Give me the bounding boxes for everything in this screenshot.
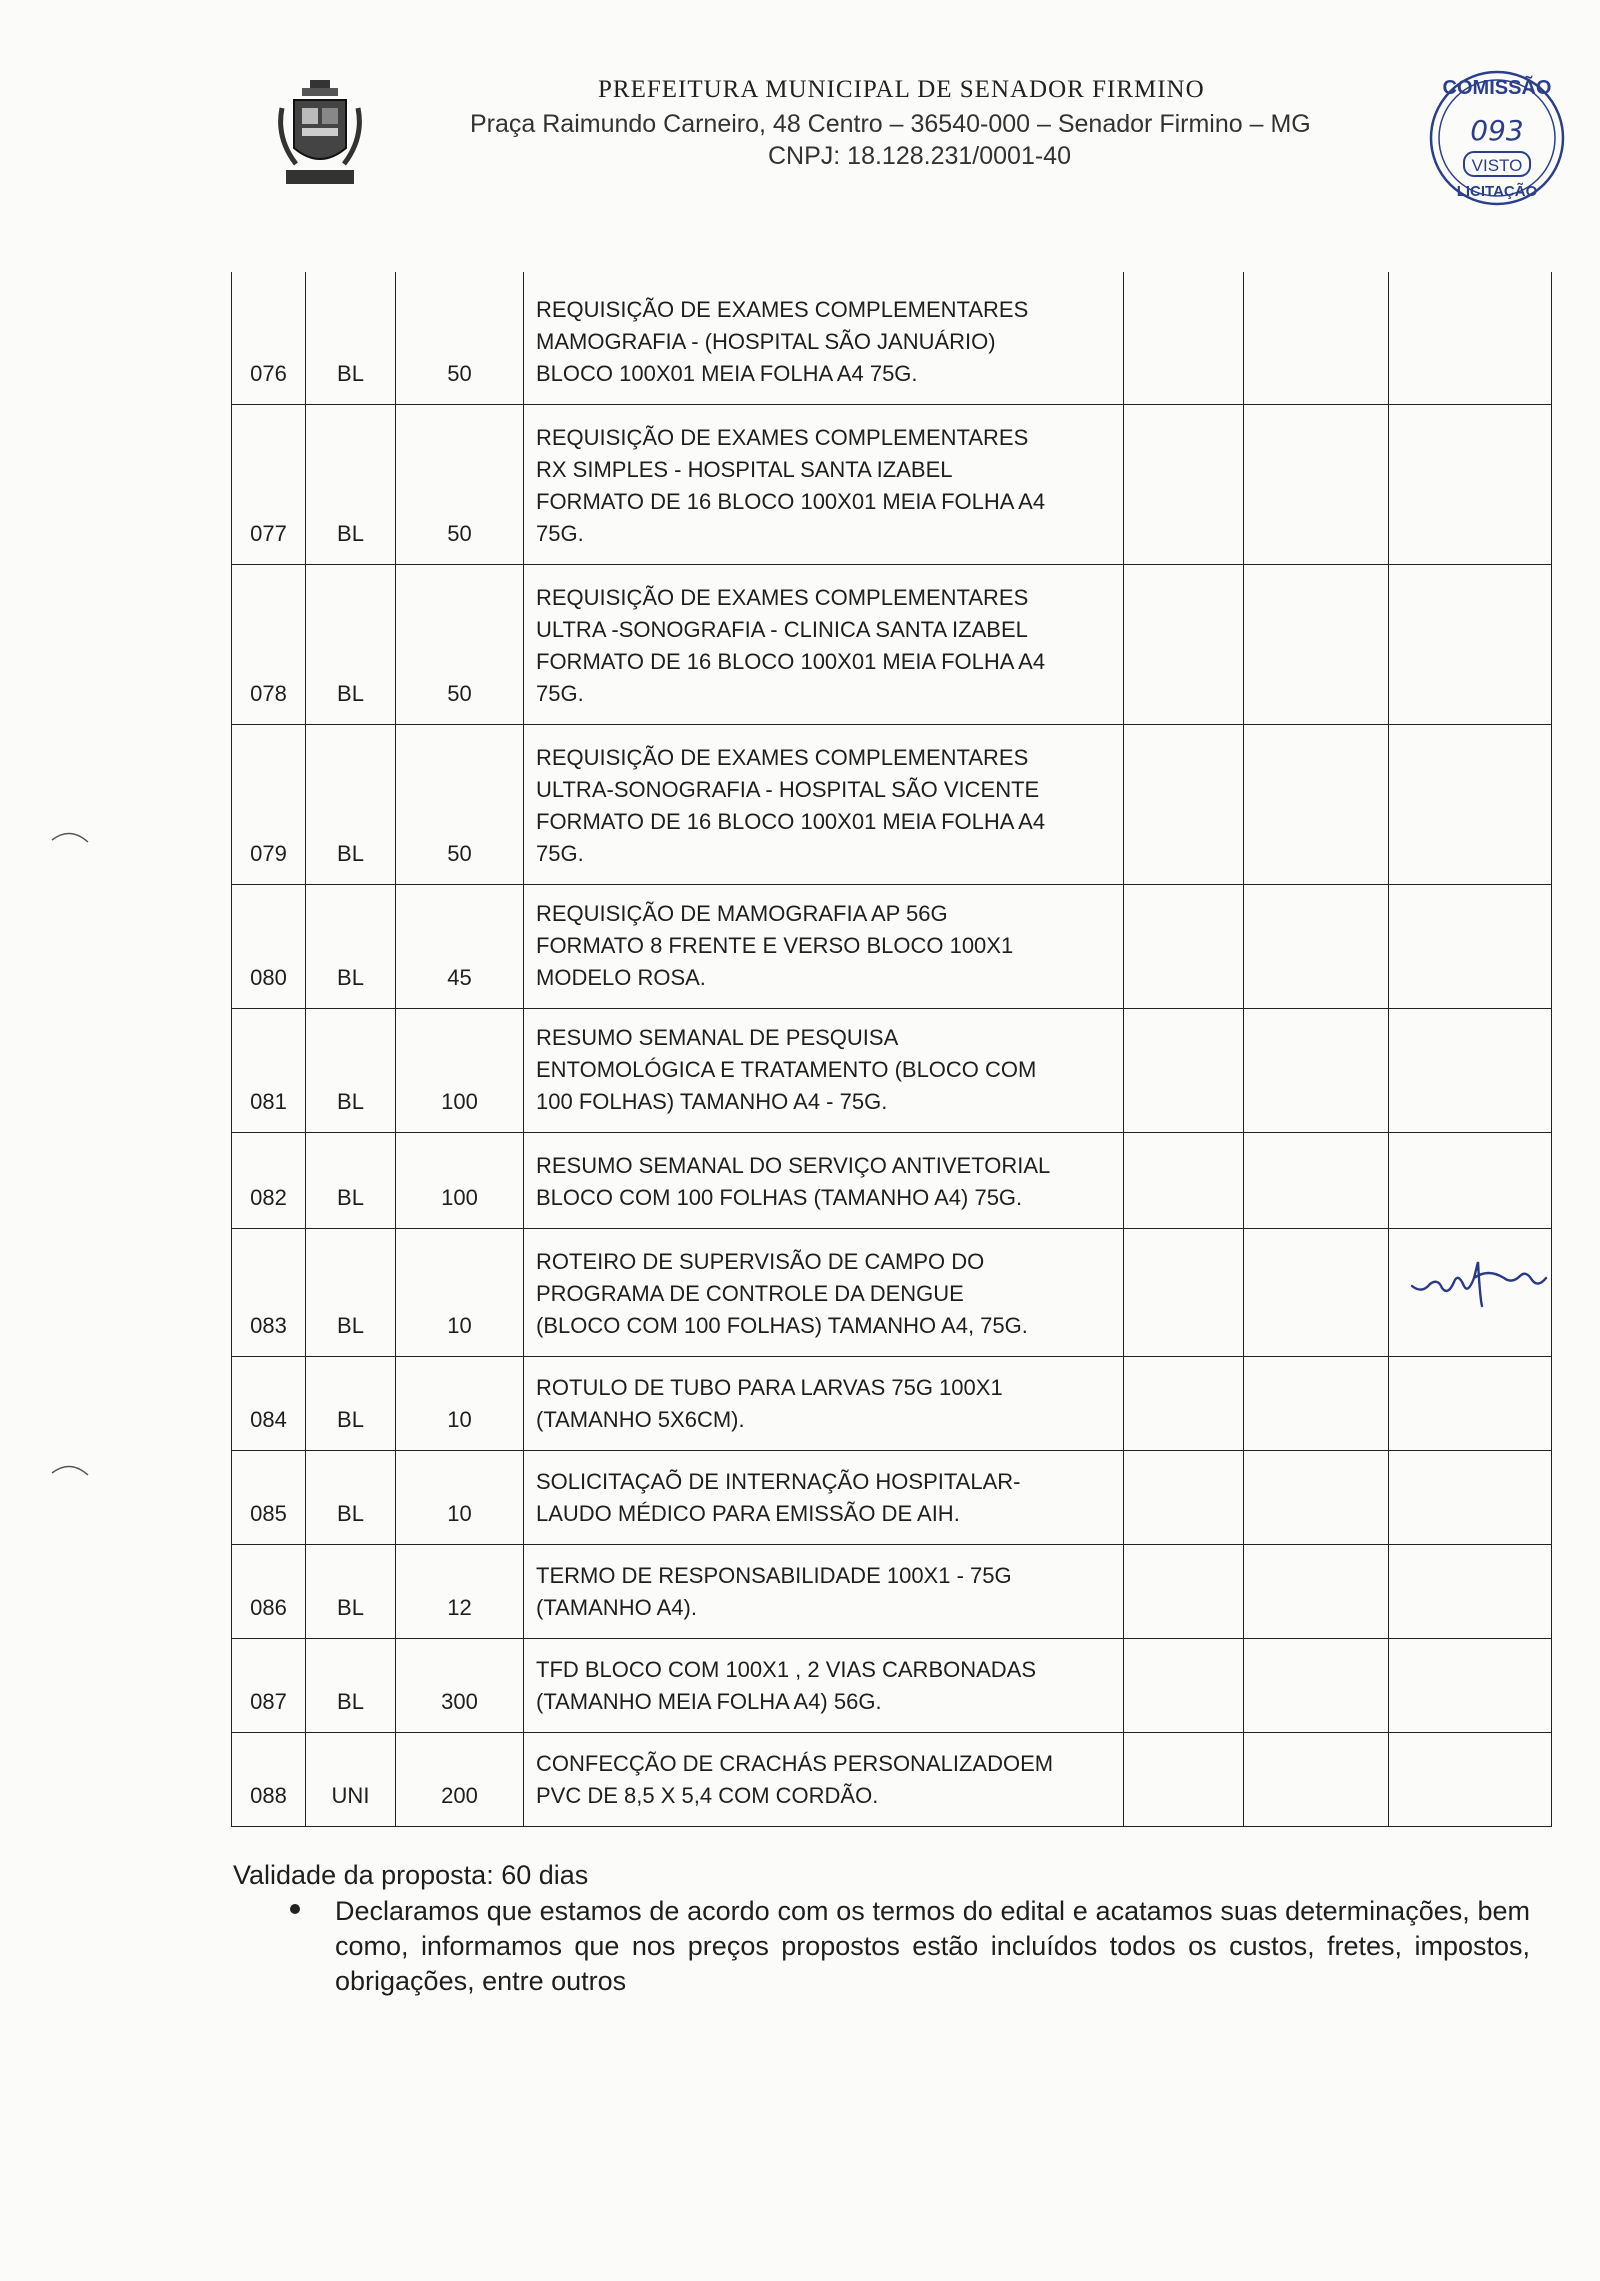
item-number-cell: 085 <box>232 1450 306 1544</box>
empty-price-cell <box>1244 404 1389 564</box>
description-line: (TAMANHO MEIA FOLHA A4) 56G. <box>536 1688 882 1714</box>
description-cell <box>524 272 1124 404</box>
municipality-address: Praça Raimundo Carneiro, 48 Centro – 36540-000 – Senador Firmino – MG <box>470 110 1311 138</box>
empty-price-cell <box>1124 1732 1244 1826</box>
description-cell <box>524 724 1124 884</box>
description-line: FORMATO 8 FRENTE E VERSO BLOCO 100X1 <box>536 932 1014 958</box>
unit-cell: BL <box>306 1544 396 1638</box>
table-row <box>232 1732 1552 1826</box>
table-row <box>232 404 1552 564</box>
empty-price-cell <box>1389 1132 1552 1228</box>
unit-cell: BL <box>306 272 396 404</box>
empty-price-cell <box>1244 1008 1389 1132</box>
table-row <box>232 1450 1552 1544</box>
description-line: TERMO DE RESPONSABILIDADE 100X1 - 75G <box>536 1562 1012 1588</box>
description-line: FORMATO DE 16 BLOCO 100X01 MEIA FOLHA A4 <box>536 648 1046 674</box>
quantity-cell: 10 <box>396 1228 524 1356</box>
empty-price-cell <box>1244 564 1389 724</box>
empty-price-cell <box>1244 1638 1389 1732</box>
item-number-cell: 077 <box>232 404 306 564</box>
description-line: REQUISIÇÃO DE EXAMES COMPLEMENTARES <box>536 744 1029 770</box>
unit-cell: BL <box>306 1008 396 1132</box>
municipal-coat-of-arms-icon <box>272 78 368 198</box>
empty-price-cell <box>1244 272 1389 404</box>
unit-cell: BL <box>306 1228 396 1356</box>
unit-cell: BL <box>306 1638 396 1732</box>
item-number-cell: 081 <box>232 1008 306 1132</box>
empty-price-cell <box>1124 1544 1244 1638</box>
stamp-bottom-text: LICITAÇÃO <box>1456 183 1538 200</box>
empty-price-cell <box>1389 1732 1552 1826</box>
margin-mark <box>50 826 92 846</box>
description-line: RX SIMPLES - HOSPITAL SANTA IZABEL <box>536 456 953 482</box>
description-cell <box>524 1132 1124 1228</box>
empty-price-cell <box>1124 1356 1244 1450</box>
item-number-cell: 084 <box>232 1356 306 1450</box>
unit-cell: BL <box>306 724 396 884</box>
empty-price-cell <box>1244 1732 1389 1826</box>
empty-price-cell <box>1124 1638 1244 1732</box>
table-row <box>232 724 1552 884</box>
empty-price-cell <box>1389 1008 1552 1132</box>
table-row <box>232 884 1552 1008</box>
table-row <box>232 564 1552 724</box>
empty-price-cell <box>1124 884 1244 1008</box>
description-line: RESUMO SEMANAL DO SERVIÇO ANTIVETORIAL <box>536 1152 1051 1178</box>
empty-price-cell <box>1389 404 1552 564</box>
description-line: PVC DE 8,5 X 5,4 COM CORDÃO. <box>536 1782 879 1808</box>
quantity-cell: 300 <box>396 1638 524 1732</box>
description-line: BLOCO COM 100 FOLHAS (TAMANHO A4) 75G. <box>536 1184 1023 1210</box>
description-cell <box>524 564 1124 724</box>
description-cell <box>524 1638 1124 1732</box>
quantity-cell: 50 <box>396 724 524 884</box>
empty-price-cell <box>1124 272 1244 404</box>
description-line: MODELO ROSA. <box>536 964 706 990</box>
empty-price-cell <box>1389 1544 1552 1638</box>
description-cell <box>524 1228 1124 1356</box>
empty-price-cell <box>1244 884 1389 1008</box>
empty-price-cell <box>1244 1544 1389 1638</box>
quantity-cell: 100 <box>396 1008 524 1132</box>
empty-price-cell <box>1389 724 1552 884</box>
empty-price-cell <box>1124 1132 1244 1228</box>
description-cell <box>524 1732 1124 1826</box>
unit-cell: BL <box>306 404 396 564</box>
description-line: REQUISIÇÃO DE EXAMES COMPLEMENTARES <box>536 424 1029 450</box>
proposal-validity: Validade da proposta: 60 dias <box>233 1860 589 1890</box>
item-number-cell: 087 <box>232 1638 306 1732</box>
table-row <box>232 1638 1552 1732</box>
table-row <box>232 1132 1552 1228</box>
description-line: TFD BLOCO COM 100X1 , 2 VIAS CARBONADAS <box>536 1656 1037 1682</box>
empty-price-cell <box>1389 564 1552 724</box>
empty-price-cell <box>1124 564 1244 724</box>
item-number-cell: 079 <box>232 724 306 884</box>
unit-cell: UNI <box>306 1732 396 1826</box>
empty-price-cell <box>1244 1450 1389 1544</box>
description-line: SOLICITAÇAÕ DE INTERNAÇÃO HOSPITALAR- <box>536 1468 1021 1494</box>
description-line: 75G. <box>536 680 584 706</box>
quantity-cell: 50 <box>396 404 524 564</box>
commission-stamp <box>1424 58 1570 218</box>
handwritten-signature <box>1408 1248 1548 1308</box>
description-line: FORMATO DE 16 BLOCO 100X01 MEIA FOLHA A4 <box>536 808 1046 834</box>
item-number-cell: 080 <box>232 884 306 1008</box>
description-cell <box>524 1008 1124 1132</box>
item-number-cell: 076 <box>232 272 306 404</box>
description-line: 75G. <box>536 840 584 866</box>
quantity-cell: 12 <box>396 1544 524 1638</box>
empty-price-cell <box>1124 1450 1244 1544</box>
empty-price-cell <box>1244 724 1389 884</box>
description-line: ULTRA -SONOGRAFIA - CLINICA SANTA IZABEL <box>536 616 1028 642</box>
empty-price-cell <box>1124 404 1244 564</box>
table-row <box>232 1228 1552 1356</box>
quantity-cell: 50 <box>396 564 524 724</box>
unit-cell: BL <box>306 564 396 724</box>
item-number-cell: 088 <box>232 1732 306 1826</box>
item-number-cell: 086 <box>232 1544 306 1638</box>
description-cell <box>524 884 1124 1008</box>
quantity-cell: 10 <box>396 1356 524 1450</box>
description-line: RESUMO SEMANAL DE PESQUISA <box>536 1024 899 1050</box>
description-cell <box>524 1356 1124 1450</box>
empty-price-cell <box>1244 1228 1389 1356</box>
table-row <box>232 1544 1552 1638</box>
table-row <box>232 272 1552 404</box>
description-line: PROGRAMA DE CONTROLE DA DENGUE <box>536 1280 964 1306</box>
municipality-title: PREFEITURA MUNICIPAL DE SENADOR FIRMINO <box>598 76 1205 103</box>
item-number-cell: 083 <box>232 1228 306 1356</box>
unit-cell: BL <box>306 1450 396 1544</box>
empty-price-cell <box>1389 884 1552 1008</box>
quantity-cell: 10 <box>396 1450 524 1544</box>
quantity-cell: 45 <box>396 884 524 1008</box>
empty-price-cell <box>1124 724 1244 884</box>
declaration-bullet <box>280 1894 1530 1999</box>
quantity-cell: 200 <box>396 1732 524 1826</box>
description-line: REQUISIÇÃO DE EXAMES COMPLEMENTARES <box>536 584 1029 610</box>
description-line: LAUDO MÉDICO PARA EMISSÃO DE AIH. <box>536 1500 960 1526</box>
description-line: 75G. <box>536 520 584 546</box>
description-line: FORMATO DE 16 BLOCO 100X01 MEIA FOLHA A4 <box>536 488 1046 514</box>
description-line: (TAMANHO 5X6CM). <box>536 1406 745 1432</box>
description-line: 100 FOLHAS) TAMANHO A4 - 75G. <box>536 1088 888 1114</box>
description-line: ROTULO DE TUBO PARA LARVAS 75G 100X1 <box>536 1374 1003 1400</box>
empty-price-cell <box>1389 272 1552 404</box>
empty-price-cell <box>1389 1356 1552 1450</box>
empty-price-cell <box>1244 1356 1389 1450</box>
description-line: REQUISIÇÃO DE EXAMES COMPLEMENTARES <box>536 296 1029 322</box>
description-cell <box>524 404 1124 564</box>
table-row <box>232 1008 1552 1132</box>
item-number-cell: 082 <box>232 1132 306 1228</box>
table-row <box>232 1356 1552 1450</box>
stamp-number: 093 <box>1470 114 1524 147</box>
description-cell <box>524 1450 1124 1544</box>
document-header <box>0 0 1600 250</box>
quantity-cell: 50 <box>396 272 524 404</box>
empty-price-cell <box>1389 1450 1552 1544</box>
description-cell <box>524 1544 1124 1638</box>
quantity-cell: 100 <box>396 1132 524 1228</box>
empty-price-cell <box>1244 1132 1389 1228</box>
description-line: ENTOMOLÓGICA E TRATAMENTO (BLOCO COM <box>536 1056 1037 1082</box>
description-line: REQUISIÇÃO DE MAMOGRAFIA AP 56G <box>536 900 948 926</box>
unit-cell: BL <box>306 884 396 1008</box>
description-line: CONFECÇÃO DE CRACHÁS PERSONALIZADOEM <box>536 1750 1054 1776</box>
stamp-visto: VISTO <box>1471 156 1523 175</box>
description-line: BLOCO 100X01 MEIA FOLHA A4 75G. <box>536 360 918 386</box>
stamp-top-text: COMISSÃO <box>1442 77 1552 99</box>
description-line: ROTEIRO DE SUPERVISÃO DE CAMPO DO <box>536 1248 985 1274</box>
declaration-text: Declaramos que estamos de acordo com os termos do edital e acatamos suas determinações, bem como, informamos que nos preços propostos estão incluídos todos os custos, fretes, impostos, obrigações, entre outros <box>335 1896 1530 1996</box>
description-line: (TAMANHO A4). <box>536 1594 697 1620</box>
item-number-cell: 078 <box>232 564 306 724</box>
unit-cell: BL <box>306 1132 396 1228</box>
description-line: ULTRA-SONOGRAFIA - HOSPITAL SÃO VICENTE <box>536 776 1040 802</box>
bullet-icon <box>290 1904 300 1914</box>
empty-price-cell <box>1124 1008 1244 1132</box>
description-line: (BLOCO COM 100 FOLHAS) TAMANHO A4, 75G. <box>536 1312 1028 1338</box>
municipality-cnpj: CNPJ: 18.128.231/0001-40 <box>768 142 1071 170</box>
margin-mark <box>50 1459 92 1479</box>
empty-price-cell <box>1389 1638 1552 1732</box>
description-line: MAMOGRAFIA - (HOSPITAL SÃO JANUÁRIO) <box>536 328 996 354</box>
items-table <box>231 272 1552 1827</box>
empty-price-cell <box>1124 1228 1244 1356</box>
unit-cell: BL <box>306 1356 396 1450</box>
